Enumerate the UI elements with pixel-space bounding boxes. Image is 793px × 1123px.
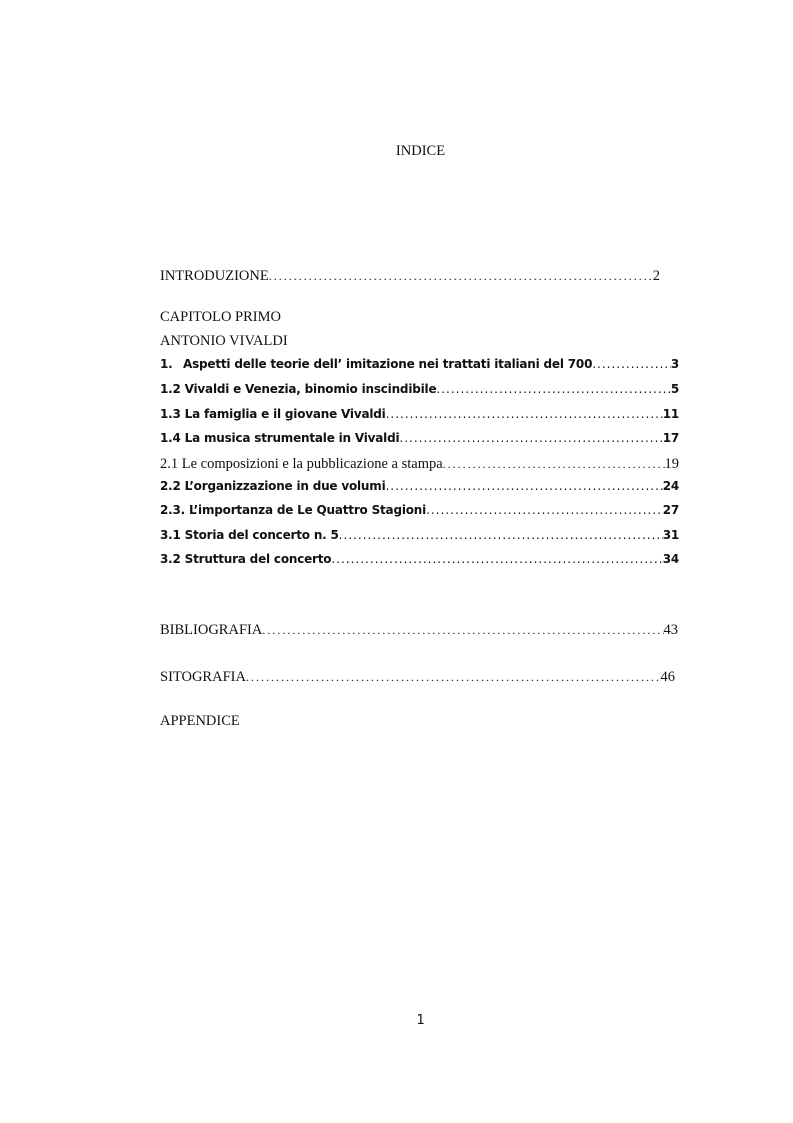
toc-entry-page: 2 bbox=[652, 268, 660, 284]
toc-entry-page: 43 bbox=[663, 622, 678, 638]
toc-entry-page: 27 bbox=[662, 503, 679, 517]
toc-entry-label: 1.2 Vivaldi e Venezia, binomio inscindibile bbox=[160, 382, 437, 396]
toc-entry[interactable] bbox=[160, 357, 679, 371]
toc-entry-page: 34 bbox=[662, 552, 679, 566]
toc-leader-dots bbox=[443, 457, 665, 472]
toc-leader-dots bbox=[246, 670, 661, 685]
toc-leader-dots bbox=[436, 382, 670, 396]
toc-entry-page: 24 bbox=[662, 479, 679, 493]
toc-entry[interactable] bbox=[160, 503, 679, 517]
toc-leader-dots bbox=[386, 407, 663, 421]
toc-leader-dots bbox=[426, 503, 663, 517]
toc-entry-label: 2.1 Le composizioni e la pubblicazione a stampa bbox=[160, 456, 443, 472]
toc-entry[interactable] bbox=[160, 479, 679, 493]
toc-entry-page: 46 bbox=[660, 669, 675, 685]
toc-entry-page: 11 bbox=[662, 407, 679, 421]
toc-leader-dots bbox=[331, 552, 662, 566]
toc-leader-dots bbox=[592, 357, 671, 371]
toc-leader-dots bbox=[269, 269, 653, 284]
toc-entry-label: 1.3 La famiglia e il giovane Vivaldi bbox=[160, 407, 386, 421]
toc-leader-dots bbox=[339, 528, 663, 542]
toc-leader-dots bbox=[399, 431, 662, 445]
toc-entry-label: 3.1 Storia del concerto n. 5 bbox=[160, 528, 339, 542]
toc-entry-label: BIBLIOGRAFIA bbox=[160, 622, 263, 638]
toc-entry[interactable] bbox=[160, 456, 679, 473]
toc-entry[interactable] bbox=[160, 431, 679, 445]
toc-entry[interactable] bbox=[160, 382, 679, 396]
toc-entry-number: 1. bbox=[160, 357, 173, 371]
toc-entry[interactable] bbox=[160, 552, 679, 566]
toc-leader-dots bbox=[385, 479, 662, 493]
chapter-subject: ANTONIO VIVALDI bbox=[160, 333, 288, 349]
toc-entry-label: 3.2 Struttura del concerto bbox=[160, 552, 332, 566]
toc-entry-bibliografia[interactable] bbox=[160, 622, 678, 639]
toc-entry-page: 5 bbox=[670, 382, 679, 396]
toc-entry-page: 19 bbox=[664, 456, 679, 472]
toc-entry-label: 2.2 L’organizzazione in due volumi bbox=[160, 479, 386, 493]
page-title: INDICE bbox=[395, 143, 446, 159]
toc-entry-page: 17 bbox=[662, 431, 679, 445]
toc-entry-page: 3 bbox=[670, 357, 679, 371]
page-number: 1 bbox=[416, 1013, 425, 1028]
toc-entry-page: 31 bbox=[662, 528, 679, 542]
toc-entry[interactable] bbox=[160, 528, 679, 542]
toc-entry-label: 2.3. L’importanza de Le Quattro Stagioni bbox=[160, 503, 427, 517]
toc-entry-introduzione[interactable] bbox=[160, 268, 660, 285]
toc-entry[interactable] bbox=[160, 407, 679, 421]
toc-entry-sitografia[interactable] bbox=[160, 669, 675, 686]
toc-entry-label: SITOGRAFIA bbox=[160, 669, 246, 685]
toc-entry-appendice[interactable]: APPENDICE bbox=[160, 713, 240, 729]
chapter-heading: CAPITOLO PRIMO bbox=[160, 309, 281, 325]
toc-entry-label: 1.4 La musica strumentale in Vivaldi bbox=[160, 431, 400, 445]
toc-leader-dots bbox=[262, 623, 663, 638]
toc-entry-label: Aspetti delle teorie dell’ imitazione nei trattati italiani del 700 bbox=[183, 357, 593, 371]
toc-entry-label: INTRODUZIONE bbox=[160, 268, 269, 284]
